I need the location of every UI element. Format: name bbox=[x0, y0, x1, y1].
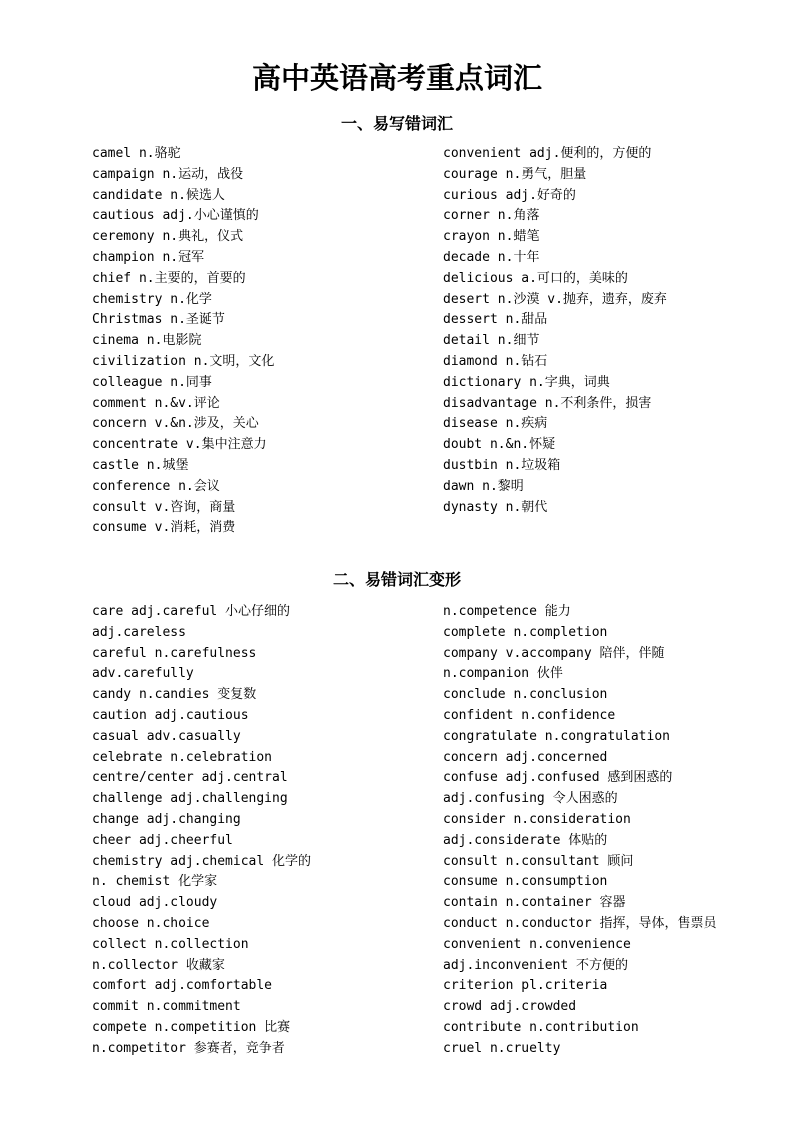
vocab-entry: dessert n.甜品 bbox=[443, 312, 548, 328]
vocab-entry: disadvantage n.不利条件，损害 bbox=[443, 395, 652, 411]
section-heading-word-forms: 二、易错词汇变形 bbox=[332, 570, 461, 589]
vocab-entry: courage n.勇气，胆量 bbox=[443, 166, 587, 182]
vocab-entry: camel n.骆驼 bbox=[92, 146, 181, 161]
vocab-entry: cautious adj.小心谨慎的 bbox=[92, 208, 259, 224]
vocab-entry: casual adv.casually bbox=[92, 728, 241, 744]
vocab-entry: consult v.咨询，商量 bbox=[92, 499, 236, 515]
section1-left-column bbox=[92, 144, 432, 539]
vocab-entry: n.companion 伙伴 bbox=[443, 666, 563, 682]
vocab-entry: diamond n.钻石 bbox=[443, 353, 548, 369]
vocab-entry: desert n.沙漠 v.抛弃，遗弃，废弃 bbox=[443, 291, 667, 307]
vocab-entry: dictionary n.字典，词典 bbox=[443, 374, 610, 390]
vocab-entry: conclude n.conclusion bbox=[443, 687, 608, 703]
vocab-entry: castle n.城堡 bbox=[92, 457, 189, 473]
vocab-entry: adj.inconvenient 不方便的 bbox=[443, 957, 629, 973]
vocab-entry: concern v.&n.涉及，关心 bbox=[92, 416, 259, 432]
vocab-entry: comfort adj.comfortable bbox=[92, 978, 273, 994]
vocab-entry: care adj.careful 小心仔细的 bbox=[92, 604, 291, 619]
vocab-entry: n. chemist 化学家 bbox=[92, 874, 218, 890]
vocab-entry: consume v.消耗，消费 bbox=[92, 520, 236, 536]
vocab-entry: corner n.角落 bbox=[443, 208, 540, 224]
vocab-entry: adj.careless bbox=[92, 624, 186, 640]
vocab-entry: cloud adj.cloudy bbox=[92, 895, 218, 911]
vocab-entry: chemistry adj.chemical 化学的 bbox=[92, 853, 312, 869]
section2-left-column bbox=[92, 602, 432, 1060]
vocab-entry: adv.carefully bbox=[92, 666, 194, 682]
vocab-entry: careful n.carefulness bbox=[92, 645, 257, 661]
vocab-entry: n.competence 能力 bbox=[443, 604, 571, 619]
section2-right-column bbox=[443, 602, 783, 1060]
vocab-entry: n.collector 收藏家 bbox=[92, 957, 225, 973]
vocab-entry: conference n.会议 bbox=[92, 478, 220, 494]
vocab-entry: cheer adj.cheerful bbox=[92, 832, 233, 848]
vocab-entry: commit n.commitment bbox=[92, 999, 241, 1015]
vocab-entry: collect n.collection bbox=[92, 936, 249, 952]
vocab-entry: adj.confusing 令人困惑的 bbox=[443, 791, 618, 807]
vocab-entry: cruel n.cruelty bbox=[443, 1040, 561, 1056]
vocab-entry: civilization n.文明，文化 bbox=[92, 353, 275, 369]
vocab-entry: consume n.consumption bbox=[443, 874, 608, 890]
vocab-entry: dynasty n.朝代 bbox=[443, 499, 548, 515]
vocab-entry: cinema n.电影院 bbox=[92, 333, 202, 349]
vocab-entry: choose n.choice bbox=[92, 915, 210, 931]
vocab-entry: candy n.candies 变复数 bbox=[92, 687, 257, 703]
vocab-entry: change adj.changing bbox=[92, 811, 241, 827]
vocab-entry: congratulate n.congratulation bbox=[443, 728, 670, 744]
vocab-entry: n.competitor 参赛者，竞争者 bbox=[92, 1040, 285, 1056]
vocab-entry: Christmas n.圣诞节 bbox=[92, 312, 225, 328]
vocab-entry: dawn n.黎明 bbox=[443, 478, 524, 494]
vocab-entry: dustbin n.垃圾箱 bbox=[443, 457, 561, 473]
vocab-entry: disease n.疾病 bbox=[443, 416, 548, 432]
vocab-entry: adj.considerate 体贴的 bbox=[443, 832, 608, 848]
vocab-entry: consider n.consideration bbox=[443, 811, 631, 827]
vocab-entry: criterion pl.criteria bbox=[443, 978, 608, 994]
vocab-entry: challenge adj.challenging bbox=[92, 791, 288, 807]
vocab-entry: concern adj.concerned bbox=[443, 749, 608, 765]
vocab-entry: concentrate v.集中注意力 bbox=[92, 437, 267, 453]
vocab-entry: confident n.confidence bbox=[443, 707, 616, 723]
vocab-entry: conduct n.conductor 指挥，导体，售票员 bbox=[443, 915, 717, 931]
vocab-entry: ceremony n.典礼，仪式 bbox=[92, 229, 244, 245]
vocab-entry: decade n.十年 bbox=[443, 249, 540, 265]
vocab-entry: complete n.completion bbox=[443, 624, 608, 640]
vocab-entry: compete n.competition 比赛 bbox=[92, 1019, 291, 1035]
vocab-entry: celebrate n.celebration bbox=[92, 749, 273, 765]
vocab-entry: champion n.冠军 bbox=[92, 249, 205, 265]
vocab-entry: contain n.container 容器 bbox=[443, 895, 626, 911]
section-heading-misspelled-words: 一、易写错词汇 bbox=[340, 114, 453, 133]
vocab-entry: colleague n.同事 bbox=[92, 374, 212, 390]
vocab-entry: campaign n.运动，战役 bbox=[92, 166, 244, 182]
vocab-entry: detail n.细节 bbox=[443, 333, 540, 349]
vocab-entry: convenient adj.便利的，方便的 bbox=[443, 146, 652, 161]
vocab-entry: company v.accompany 陪伴，伴随 bbox=[443, 645, 665, 661]
vocab-entry: doubt n.&n.怀疑 bbox=[443, 437, 556, 453]
vocab-entry: caution adj.cautious bbox=[92, 707, 249, 723]
vocab-entry: chemistry n.化学 bbox=[92, 291, 212, 307]
vocab-entry: comment n.&v.评论 bbox=[92, 395, 220, 411]
vocab-entry: chief n.主要的，首要的 bbox=[92, 270, 246, 286]
section1-right-column bbox=[443, 144, 783, 518]
vocab-entry: confuse adj.confused 感到困惑的 bbox=[443, 770, 673, 786]
vocab-entry: crowd adj.crowded bbox=[443, 999, 577, 1015]
vocab-entry: convenient n.convenience bbox=[443, 936, 631, 952]
vocab-entry: consult n.consultant 顾问 bbox=[443, 853, 634, 869]
vocab-entry: delicious a.可口的，美味的 bbox=[443, 270, 628, 286]
vocab-entry: crayon n.蜡笔 bbox=[443, 229, 540, 245]
document-title: 高中英语高考重点词汇 bbox=[251, 61, 542, 95]
vocab-entry: candidate n.候选人 bbox=[92, 187, 225, 203]
vocab-entry: centre/center adj.central bbox=[92, 770, 288, 786]
vocab-entry: contribute n.contribution bbox=[443, 1019, 639, 1035]
vocab-entry: curious adj.好奇的 bbox=[443, 187, 576, 203]
